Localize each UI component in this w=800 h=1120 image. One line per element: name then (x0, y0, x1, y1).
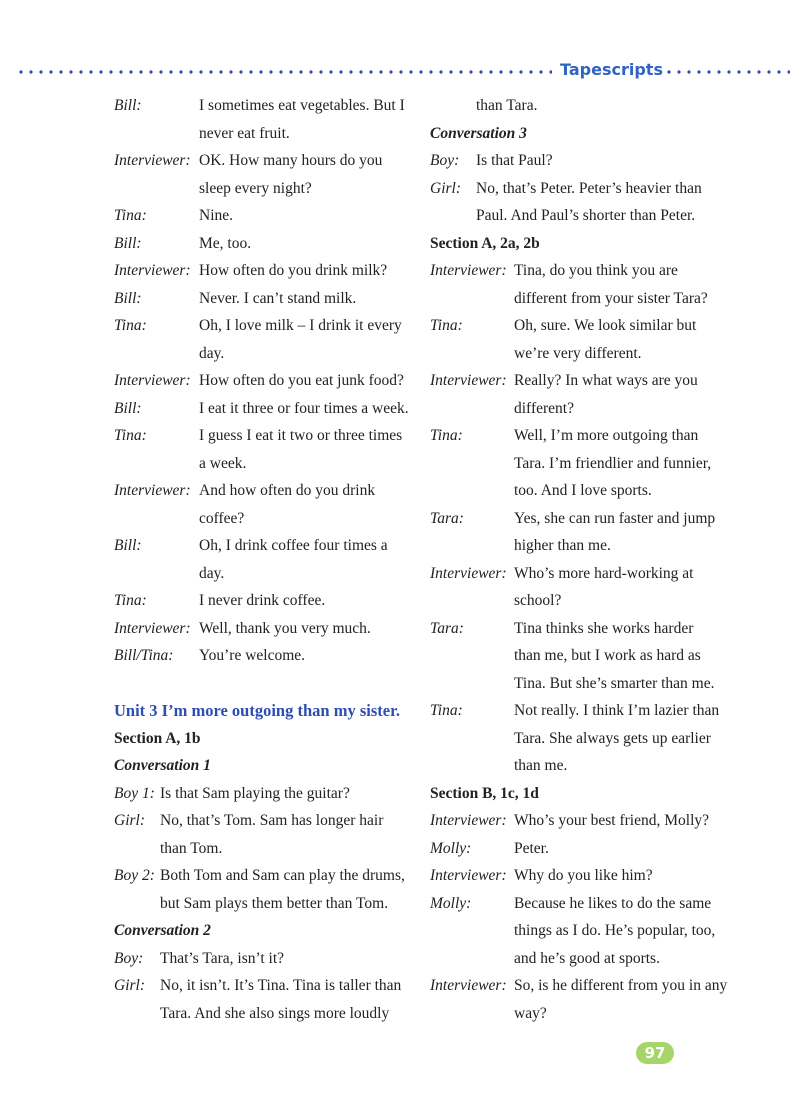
dialogue-text: coffee? (199, 509, 245, 527)
speaker-label: Boy: (430, 152, 460, 169)
dialogue-text: And how often do you drink (199, 482, 376, 499)
dialogue-line (114, 807, 414, 835)
dialogue-text: higher than me. (514, 537, 611, 554)
dialogue-text: No, that’s Tom. Sam has longer hair (160, 812, 384, 829)
dialogue-text: than me, but I work as hard as (514, 647, 701, 664)
dialogue-text: Not really. I think I’m lazier than (514, 702, 720, 719)
dialogue-text: Tina. But she’s smarter than me. (514, 674, 715, 692)
dialogue-text: Me, too. (199, 234, 252, 252)
dialogue-line (430, 92, 730, 120)
speaker-label: Bill: (114, 399, 142, 417)
dialogue-line (114, 312, 414, 340)
dialogue-line (430, 422, 730, 450)
dialogue-line (114, 92, 414, 120)
dialogue-line (114, 532, 414, 560)
conversation-heading: Conversation 2 (114, 922, 211, 939)
speaker-label: Interviewer: (114, 482, 191, 499)
dialogue-text: How often do you drink milk? (199, 262, 388, 279)
dialogue-line (430, 450, 730, 478)
dialogue-text: than me. (514, 757, 568, 774)
dialogue-text: Oh, I drink coffee four times a (199, 537, 388, 554)
speaker-label: Bill: (114, 289, 142, 307)
dialogue-line (430, 505, 730, 533)
right-column (430, 92, 730, 1027)
dialogue-line (430, 202, 730, 230)
dialogue-text: Peter. (514, 839, 549, 857)
dialogue-text: Tara. I’m friendlier and funnier, (514, 454, 712, 472)
dialogue-line (114, 422, 414, 450)
speaker-label: Bill/Tina: (114, 647, 174, 664)
dialogue-line (430, 560, 730, 588)
dialogue-text: we’re very different. (514, 344, 642, 362)
dialogue-line (430, 945, 730, 973)
dialogue-text: How often do you eat junk food? (199, 372, 404, 389)
dialogue-line (430, 807, 730, 835)
dialogue-line (430, 1000, 730, 1028)
section-heading: Section A, 1b (114, 729, 201, 747)
dialogue-line (430, 312, 730, 340)
dialogue-text: way? (514, 1004, 547, 1022)
dialogue-text: too. And I love sports. (514, 482, 652, 499)
dialogue-text: school? (514, 592, 562, 609)
speaker-label: Interviewer: (114, 619, 191, 637)
speaker-label: Tara: (430, 619, 464, 637)
unit-title: Unit 3 I’m more outgoing than my sister. (114, 701, 401, 720)
dialogue-text: Because he likes to do the same (514, 894, 712, 912)
dialogue-text: day. (199, 344, 225, 362)
section-heading: Section B, 1c, 1d (430, 784, 539, 802)
dialogue-text: You’re welcome. (199, 647, 306, 664)
dialogue-text: I never drink coffee. (199, 592, 326, 609)
dialogue-line (430, 532, 730, 560)
dialogue-text: different from your sister Tara? (514, 289, 708, 307)
speaker-label: Interviewer: (114, 372, 191, 389)
speaker-label: Molly: (430, 894, 472, 912)
speaker-label: Boy 2: (114, 867, 155, 884)
dialogue-text: but Sam plays them better than Tom. (160, 894, 389, 912)
dialogue-text: sleep every night? (199, 179, 312, 197)
dialogue-line (430, 367, 730, 395)
speaker-label: Boy 1: (114, 784, 155, 802)
dialogue-line (114, 175, 414, 203)
dialogue-text: Really? In what ways are you (514, 372, 698, 389)
dialogue-text: Oh, I love milk – I drink it every (199, 317, 402, 334)
dialogue-line (430, 395, 730, 423)
conversation-heading: Conversation 3 (430, 124, 527, 142)
speaker-label: Molly: (430, 839, 472, 857)
speaker-label: Interviewer: (430, 564, 507, 582)
speaker-label: Tina: (114, 207, 147, 224)
speaker-label: Interviewer: (430, 262, 507, 279)
dialogue-text: I guess I eat it two or three times (199, 427, 403, 444)
dialogue-text: Both Tom and Sam can play the drums, (160, 867, 405, 884)
speaker-label: Interviewer: (430, 867, 507, 884)
dialogue-line (114, 862, 414, 890)
dialogue-text: Who’s more hard-working at (514, 564, 694, 582)
dialogue-line (430, 257, 730, 285)
dialogue-line (430, 642, 730, 670)
dialogue-text: than Tara. (476, 97, 538, 114)
dialogue-line (114, 1000, 414, 1028)
section-heading: Section A, 2a, 2b (430, 234, 540, 252)
conversation-heading: Conversation 1 (114, 757, 211, 774)
dialogue-text: Tina thinks she works harder (514, 619, 694, 637)
dotted-rule-right (664, 70, 790, 74)
speaker-label: Tina: (114, 592, 147, 609)
speaker-label: Tara: (430, 509, 464, 527)
dialogue-line (114, 285, 414, 313)
dialogue-line (430, 587, 730, 615)
dialogue-text: Oh, sure. We look similar but (514, 317, 697, 334)
dialogue-text: Well, I’m more outgoing than (514, 427, 699, 444)
speaker-label: Bill: (114, 97, 142, 114)
speaker-label: Tina: (430, 317, 463, 334)
dialogue-line (114, 642, 414, 670)
speaker-label: Interviewer: (114, 262, 191, 279)
dialogue-line (430, 835, 730, 863)
dialogue-line (430, 670, 730, 698)
speaker-label: Interviewer: (430, 372, 507, 389)
speaker-label: Interviewer: (430, 977, 507, 994)
dialogue-text: That’s Tara, isn’t it? (160, 949, 285, 967)
dialogue-line (114, 395, 414, 423)
speaker-label: Bill: (114, 234, 142, 252)
speaker-label: Girl: (114, 812, 145, 829)
speaker-label: Tina: (114, 427, 147, 444)
dialogue-text: Why do you like him? (514, 867, 653, 884)
dialogue-line (114, 202, 414, 230)
dialogue-line (430, 725, 730, 753)
dialogue-line (114, 560, 414, 588)
dialogue-text: So, is he different from you in any (514, 977, 728, 994)
dialogue-line (114, 477, 414, 505)
dialogue-line (430, 615, 730, 643)
dialogue-text: a week. (199, 454, 247, 472)
speaker-label: Tina: (430, 427, 463, 444)
dialogue-line (114, 367, 414, 395)
dialogue-text: never eat fruit. (199, 124, 290, 142)
speaker-label: Girl: (430, 179, 461, 197)
dialogue-text: Paul. And Paul’s shorter than Peter. (476, 207, 696, 224)
speaker-label: Tina: (430, 702, 463, 719)
dialogue-text: I sometimes eat vegetables. But I (199, 97, 405, 114)
dialogue-line (114, 890, 414, 918)
page-header (0, 60, 800, 84)
dialogue-line (430, 752, 730, 780)
speaker-label: Boy: (114, 949, 144, 967)
dialogue-line (114, 340, 414, 368)
dialogue-line (114, 230, 414, 258)
dialogue-text: Is that Sam playing the guitar? (160, 784, 350, 802)
dialogue-text: Is that Paul? (476, 152, 553, 169)
dialogue-line (430, 890, 730, 918)
dotted-rule-left (16, 70, 552, 74)
dialogue-line (114, 257, 414, 285)
dialogue-line (114, 972, 414, 1000)
dialogue-line (430, 972, 730, 1000)
speaker-label: Tina: (114, 317, 147, 334)
dialogue-line (114, 835, 414, 863)
dialogue-line (114, 945, 414, 973)
dialogue-text: Nine. (199, 207, 234, 224)
dialogue-line (430, 175, 730, 203)
dialogue-text: Yes, she can run faster and jump (514, 509, 716, 527)
dialogue-text: Tara. She always gets up earlier (514, 729, 711, 747)
speaker-label: Bill: (114, 537, 142, 554)
dialogue-text: different? (514, 399, 574, 417)
dialogue-text: things as I do. He’s popular, too, (514, 922, 716, 939)
dialogue-text: OK. How many hours do you (199, 152, 383, 169)
speaker-label: Interviewer: (114, 152, 191, 169)
left-column (114, 92, 414, 1027)
dialogue-line (430, 862, 730, 890)
dialogue-text: Who’s your best friend, Molly? (514, 812, 710, 829)
dialogue-text: Tina, do you think you are (514, 262, 678, 279)
speaker-label: Girl: (114, 977, 145, 994)
section-title: Tapescripts (560, 60, 663, 79)
page-number: 97 (636, 1042, 674, 1064)
dialogue-text: No, it isn’t. It’s Tina. Tina is taller than (160, 977, 402, 994)
dialogue-line (430, 917, 730, 945)
dialogue-line (114, 450, 414, 478)
spacer (114, 670, 414, 698)
dialogue-line (114, 147, 414, 175)
speaker-label: Interviewer: (430, 812, 507, 829)
dialogue-text: Well, thank you very much. (199, 619, 371, 637)
dialogue-text: I eat it three or four times a week. (199, 399, 409, 417)
dialogue-line (114, 505, 414, 533)
dialogue-line (430, 147, 730, 175)
dialogue-line (114, 120, 414, 148)
dialogue-line (430, 477, 730, 505)
dialogue-text: day. (199, 564, 225, 582)
dialogue-line (114, 615, 414, 643)
dialogue-line (430, 697, 730, 725)
dialogue-text: No, that’s Peter. Peter’s heavier than (476, 179, 702, 197)
dialogue-line (430, 340, 730, 368)
dialogue-text: Tara. And she also sings more loudly (160, 1004, 390, 1022)
dialogue-text: and he’s good at sports. (514, 949, 660, 967)
dialogue-text: than Tom. (160, 839, 223, 857)
dialogue-text: Never. I can’t stand milk. (199, 289, 357, 307)
dialogue-line (114, 587, 414, 615)
dialogue-line (430, 285, 730, 313)
dialogue-line (114, 780, 414, 808)
